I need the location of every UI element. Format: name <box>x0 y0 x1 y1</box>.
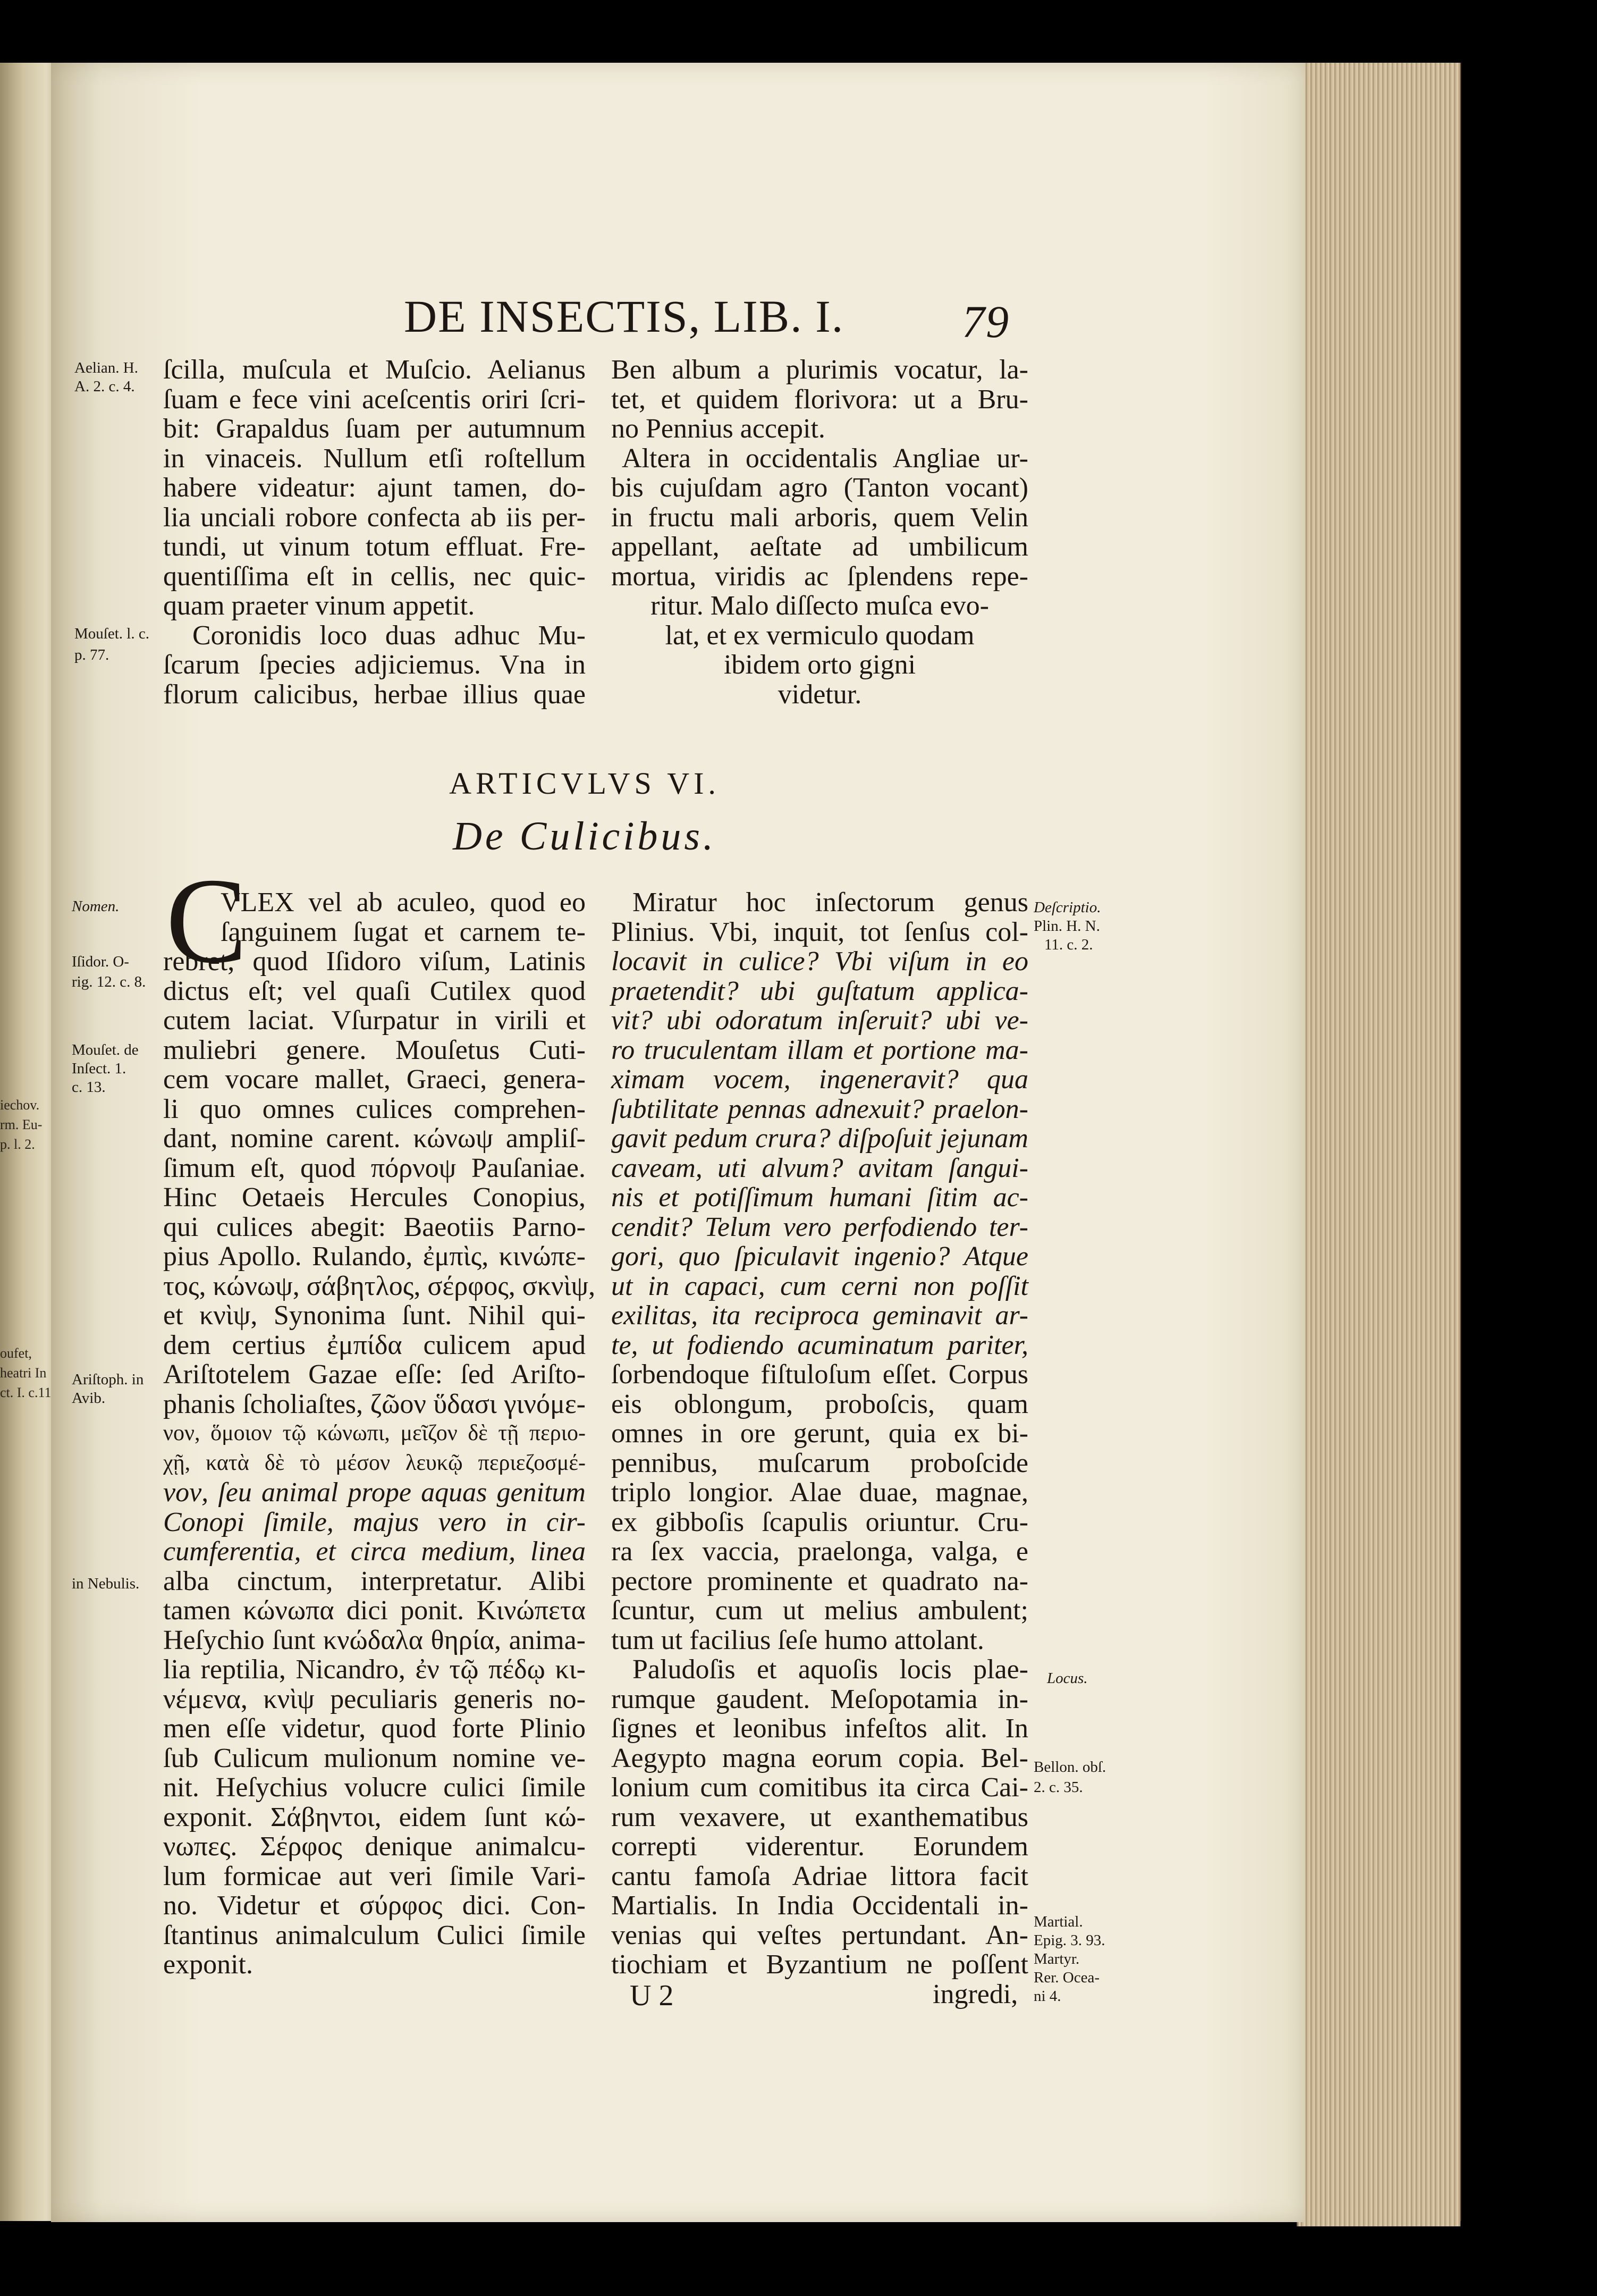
text-line: ſcarum ſpecies adjiciemus. Vna in <box>163 650 586 680</box>
text-line: quam praeter vinum appetit. <box>163 591 475 621</box>
text-line: ſignes et leonibus infeſtos alit. In <box>611 1713 1028 1744</box>
text-line: tundi, ut vinum totum effluat. Fre- <box>163 532 586 562</box>
text-line: videtur. <box>778 679 862 710</box>
text-line: dictus eſt; vel quaſi Cutilex quod <box>163 975 586 1006</box>
margin-note: Bellon. obſ. <box>1034 1759 1106 1776</box>
text-line: rebret, quod Iſidoro viſum, Latinis <box>163 946 586 977</box>
page-number: 79 <box>962 296 1010 347</box>
text-line: no. Videtur et σύρφος dici. Con- <box>163 1890 586 1921</box>
margin-note: 2. c. 35. <box>1034 1779 1083 1796</box>
text-line: eis oblongum, proboſcis, quam <box>611 1389 1028 1419</box>
margin-note: Mouſet. de <box>72 1041 139 1058</box>
text-line: cendit? Telum vero perfodiendo ter- <box>611 1212 1028 1242</box>
text-line: Heſychio ſunt κνώδαλα θηρία, anima- <box>163 1625 586 1655</box>
text-line: pius Apollo. Rulando, ἐμπὶς, κινώπε- <box>163 1241 586 1272</box>
text-line: alba cinctum, interpretatur. Alibi <box>163 1566 586 1596</box>
section-title: De Culicibus. <box>453 814 716 859</box>
text-line: mortua, viridis ac ſplendens repe- <box>611 561 1028 592</box>
text-line: lia reptilia, Nicandro, ἐν τῷ πέδῳ κι- <box>163 1654 586 1685</box>
margin-note: Mouſet. l. c. <box>74 625 149 642</box>
text-line: bis cujuſdam agro (Tanton vocant) <box>611 473 1028 503</box>
text-line: Miratur hoc inſectorum genus <box>632 887 1028 918</box>
text-line: Conopi ſimile, majus vero in cir- <box>163 1507 586 1537</box>
left-page-fragment: heatri In <box>0 1365 47 1381</box>
text-line: Altera in occidentalis Angliae ur- <box>622 443 1028 474</box>
text-line: triplo longior. Alae duae, magnae, <box>611 1477 1028 1508</box>
text-line: pectore prominente et quadrato na- <box>611 1566 1028 1596</box>
margin-note: Martyr. <box>1034 1950 1080 1967</box>
text-line: cutem laciat. Vſurpatur in virili et <box>163 1005 586 1036</box>
column-2-bottom <box>611 888 1028 1980</box>
text-line: VLEX vel ab aculeo, quod eo <box>221 887 586 918</box>
column-1-bottom <box>163 887 596 1980</box>
text-line: dant, nomine carent. κώνωψ ampliſ- <box>163 1123 586 1154</box>
margin-note: Rer. Ocea- <box>1034 1969 1100 1986</box>
text-line: Aegypto magna eorum copia. Bel- <box>611 1743 1028 1773</box>
text-line: νον, ὅμοιον τῷ κώνωπι, μεῖζον δὲ τῇ περιο- <box>163 1421 586 1445</box>
text-line: habere videatur: ajunt tamen, do- <box>163 473 586 503</box>
text-line: νέμενα, κνὶψ peculiaris generis no- <box>163 1684 586 1714</box>
text-line: gavit pedum crura? diſpoſuit jejunam <box>611 1123 1028 1154</box>
text-line: tiochiam et Byzantium ne poſſent <box>611 1949 1028 1980</box>
text-line: muliebri genere. Mouſetus Cuti- <box>163 1035 586 1065</box>
text-line: in vinaceis. Nullum etſi roſtellum <box>163 443 586 474</box>
text-line: Ariſtotelem Gazae eſſe: ſed Ariſto- <box>163 1359 586 1390</box>
margin-note: Plin. H. N. <box>1034 918 1100 935</box>
left-page-fragment: ct. I. c.11 <box>0 1385 52 1400</box>
margin-note: Inſect. 1. <box>72 1060 126 1077</box>
margin-note: 11. c. 2. <box>1044 936 1093 953</box>
margin-note: Nomen. <box>72 898 120 915</box>
text-line: te, ut fodiendo acuminatum pariter, <box>611 1330 1028 1360</box>
text-line: venias qui veſtes pertundant. An- <box>611 1920 1028 1950</box>
margin-note: Epig. 3. 93. <box>1034 1932 1105 1949</box>
running-title: DE INSECTIS, LIB. I. <box>404 291 844 342</box>
text-line: Ben album a plurimis vocatur, la- <box>611 355 1028 385</box>
left-page-fragment: oufet, <box>0 1345 32 1361</box>
text-line: tet, et quidem florivora: ut a Bru- <box>611 384 1028 415</box>
margin-note: A. 2. c. 4. <box>74 378 135 395</box>
text-line: quentiſſima eſt in cellis, nec quic- <box>163 561 586 592</box>
text-line: rum vexavere, ut exanthematibus <box>611 1802 1028 1832</box>
margin-note: Deſcriptio. <box>1034 899 1101 916</box>
text-line: ſanguinem ſugat et carnem te- <box>221 916 586 947</box>
text-line: Plinius. Vbi, inquit, tot ſenſus col- <box>611 916 1028 947</box>
margin-note: Martial. <box>1034 1913 1083 1930</box>
text-line: tum ut facilius ſeſe humo attolant. <box>611 1625 984 1655</box>
text-line: florum calicibus, herbae illius quae <box>163 679 586 710</box>
text-line: exilitas, ita reciproca geminavit ar- <box>611 1300 1028 1331</box>
text-line: τος, κώνωψ, σάβητλος, σέρφος, σκνὶψ, <box>163 1271 596 1301</box>
text-line: νον, ſeu animal prope aquas genitum <box>163 1477 586 1508</box>
margin-note: c. 13. <box>72 1079 106 1096</box>
text-line: ſorbendoque fiſtuloſum eſſet. Corpus <box>611 1359 1028 1390</box>
page-stack-edge <box>1297 63 1460 2226</box>
text-line: lonium cum comitibus ita circa Cai- <box>611 1772 1028 1803</box>
text-line: ex gibboſis ſcapulis oriuntur. Cru- <box>611 1507 1028 1537</box>
text-line: Paludoſis et aquoſis locis plae- <box>632 1654 1028 1685</box>
text-line: in fructu mali arboris, quem Velin <box>611 502 1028 533</box>
margin-note: Avib. <box>72 1390 106 1407</box>
margin-note: in Nebulis. <box>72 1575 140 1592</box>
margin-note: Ariſtoph. in <box>72 1371 144 1388</box>
text-line: νωπες. Σέρφος denique animalcu- <box>163 1831 586 1862</box>
text-line: ibidem orto gigni <box>723 650 916 680</box>
signature-mark: U 2 <box>630 1979 674 2012</box>
text-line: omnes in ore gerunt, quia ex bi- <box>611 1418 1028 1449</box>
text-line: nis et potiſſimum humani ſitim ac- <box>611 1182 1028 1213</box>
text-line: locavit in culice? Vbi viſum in eo <box>611 946 1028 977</box>
text-line: χῇ, κατὰ δὲ τὸ μέσον λευκῷ περιεζοσμέ- <box>163 1450 586 1475</box>
text-line: pennibus, muſcarum proboſcide <box>611 1448 1028 1478</box>
margin-note: Iſidor. O- <box>72 953 129 970</box>
catchword: ingredi, <box>933 1979 1018 2009</box>
text-line: caveam, uti alvum? avitam ſangui- <box>611 1153 1028 1183</box>
margin-note: p. 77. <box>74 646 109 663</box>
text-line: ſubtilitate pennas adnexuit? praelon- <box>611 1094 1028 1124</box>
margin-note: ni 4. <box>1034 1988 1061 2005</box>
text-line: exponit. Σάβηντοι, eidem ſunt κώ- <box>163 1802 586 1832</box>
text-line: cantu famoſa Adriae littora facit <box>611 1861 1028 1891</box>
text-line: qui culices abegit: Baeotiis Parno- <box>163 1212 586 1242</box>
text-line: lum formicae aut veri ſimile Vari- <box>163 1861 586 1891</box>
text-line: ſuam e fece vini aceſcentis oriri ſcri- <box>163 384 586 415</box>
text-line: cumferentia, et circa medium, linea <box>163 1536 586 1567</box>
text-line: bit: Grapaldus ſuam per autumnum <box>163 414 586 444</box>
text-line: cem vocare mallet, Graeci, genera- <box>163 1064 586 1095</box>
text-line: lia unciali robore confecta ab iis per- <box>163 502 586 533</box>
text-line: ximam vocem, ingeneravit? qua <box>611 1064 1028 1095</box>
text-line: rumque gaudent. Meſopotamia in- <box>611 1684 1028 1714</box>
text-line: nit. Heſychius volucre culici ſimile <box>163 1772 586 1803</box>
column-2-top <box>611 355 1028 709</box>
text-line: tamen κώνωπα dici ponit. Κινώπετα <box>163 1595 586 1626</box>
text-line: gori, quo ſpiculavit ingenio? Atque <box>611 1241 1028 1272</box>
left-page-fragment: rm. Eu- <box>0 1117 43 1132</box>
text-line: correpti viderentur. Eorundem <box>611 1831 1028 1862</box>
column-1-top <box>163 355 586 709</box>
left-page-fragment: p. l. 2. <box>0 1137 35 1152</box>
left-page-fragment: iechov. <box>0 1097 40 1113</box>
text-line: ritur. Malo diſſecto muſca evo- <box>650 591 989 621</box>
text-line: vit? ubi odoratum inſeruit? ubi ve- <box>611 1005 1028 1036</box>
text-line: Martialis. In India Occidentali in- <box>611 1890 1028 1921</box>
margin-note: rig. 12. c. 8. <box>72 973 146 990</box>
text-line: ſimum eſt, quod πόρνοψ Pauſaniae. <box>163 1153 586 1183</box>
text-line: Hinc Oetaeis Hercules Conopius, <box>163 1182 586 1213</box>
text-line: lat, et ex vermiculo quodam <box>665 620 975 651</box>
text-line: ſub Culicum mulionum nomine ve- <box>163 1743 586 1773</box>
text-line: ſcuntur, cum ut melius ambulent; <box>611 1595 1028 1626</box>
text-line: men eſſe videtur, quod forte Plinio <box>163 1713 586 1744</box>
text-line: li quo omnes culices comprehen- <box>163 1094 586 1124</box>
drop-cap: C <box>166 853 248 988</box>
margin-note: Aelian. H. <box>74 359 138 376</box>
margin-note: Locus. <box>1047 1670 1088 1687</box>
text-line: exponit. <box>163 1949 253 1980</box>
text-line: dem certius ἐμπίδα culicem apud <box>163 1330 586 1360</box>
text-line: ro truculentam illam et portione ma- <box>611 1035 1028 1065</box>
text-line: ut in capaci, cum cerni non poſſit <box>611 1271 1028 1301</box>
text-line: ra ſex vaccia, praelonga, valga, e <box>611 1536 1028 1567</box>
text-line: ſtantinus animalculum Culici ſimile <box>163 1920 586 1950</box>
text-line: appellant, aeſtate ad umbilicum <box>611 532 1028 562</box>
article-heading: ARTICVLVS VI. <box>449 766 720 801</box>
text-line: no Pennius accepit. <box>611 414 825 444</box>
text-line: Coronidis loco duas adhuc Mu- <box>192 620 586 651</box>
text-line: phanis ſcholiaſtes, ζῶον ὕδασι γινόμε- <box>163 1389 586 1419</box>
text-line: ſcilla, muſcula et Muſcio. Aelianus <box>163 355 586 385</box>
text-line: et κνὶψ, Synonima ſunt. Nihil qui- <box>163 1300 586 1331</box>
text-line: praetendit? ubi guſtatum applica- <box>611 975 1028 1006</box>
